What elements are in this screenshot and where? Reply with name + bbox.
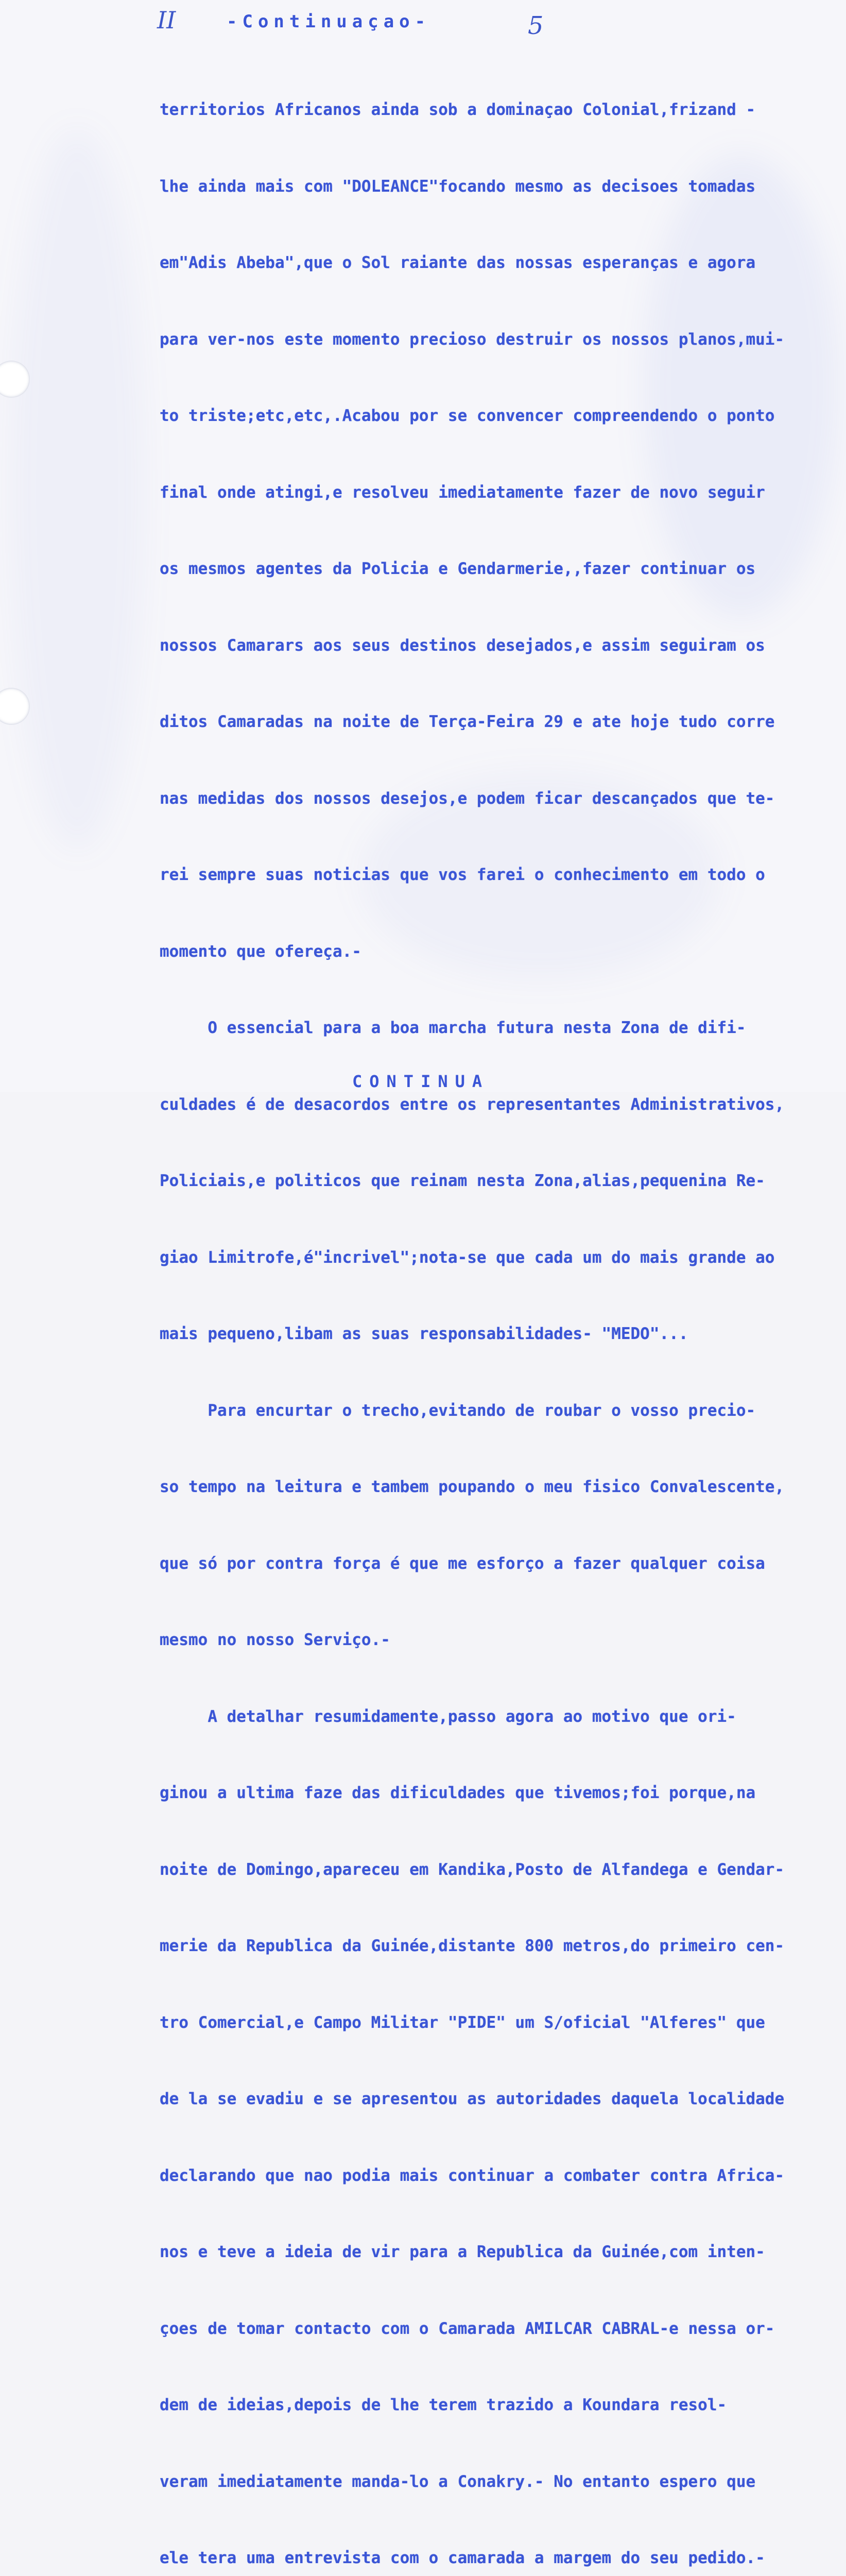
text-line: rei sempre suas noticias que vos farei o conhecimento em todo o bbox=[160, 866, 765, 884]
text-line: so tempo na leitura e tambem poupando o meu fisico Convalescente, bbox=[160, 1478, 785, 1496]
document-body bbox=[160, 46, 838, 2576]
text-line: nas medidas dos nossos desejos,e podem ficar descançados que te- bbox=[160, 789, 775, 808]
text-line: de la se evadiu e se apresentou as autoridades daquela localidade bbox=[160, 2090, 785, 2108]
text-line: giao Limitrofe,é"incrivel";nota-se que cada um do mais grande ao bbox=[160, 1248, 775, 1267]
text-line: territorios Africanos ainda sob a dominaçao Colonial,frizand - bbox=[160, 100, 756, 119]
text-line: Policiais,e politicos que reinam nesta Zona,alias,pequenina Re- bbox=[160, 1172, 765, 1190]
text-line: A detalhar resumidamente,passo agora ao motivo que ori- bbox=[160, 1707, 736, 1726]
text-line: merie da Republica da Guinée,distante 800 metros,do primeiro cen- bbox=[160, 1937, 785, 1955]
text-line: em"Adis Abeba",que o Sol raiante das nossas esperanças e agora bbox=[160, 253, 756, 272]
text-line: os mesmos agentes da Policia e Gendarmerie,,fazer continuar os bbox=[160, 560, 756, 578]
continued-footer: CONTINUA bbox=[352, 1072, 490, 1091]
text-line: dem de ideias,depois de lhe terem trazido a Koundara resol- bbox=[160, 2396, 727, 2414]
text-line: ele tera uma entrevista com o camarada a margem do seu pedido.- bbox=[160, 2549, 765, 2567]
text-line: lhe ainda mais com "DOLEANCE"focando mesmo as decisoes tomadas bbox=[160, 177, 756, 196]
text-line: para ver-nos este momento precioso destruir os nossos planos,mui- bbox=[160, 330, 785, 349]
text-line: Para encurtar o trecho,evitando de roubar o vosso precio- bbox=[160, 1401, 756, 1420]
text-line: mais pequeno,libam as suas responsabilidades- "MEDO"... bbox=[160, 1325, 688, 1343]
text-line: nossos Camarars aos seus destinos desejados,e assim seguiram os bbox=[160, 636, 765, 655]
text-line: noite de Domingo,apareceu em Kandika,Posto de Alfandega e Gendar- bbox=[160, 1860, 785, 1879]
text-line: ditos Camaradas na noite de Terça-Feira 29 e ate hoje tudo corre bbox=[160, 713, 775, 731]
text-line: çoes de tomar contacto com o Camarada AMILCAR CABRAL-e nessa or- bbox=[160, 2319, 775, 2338]
text-line: O essencial para a boa marcha futura nesta Zona de difi- bbox=[160, 1019, 746, 1037]
text-line: momento que ofereça.- bbox=[160, 942, 361, 961]
page-header: -Continuaçao- bbox=[227, 11, 431, 32]
text-line: que só por contra força é que me esforço a fazer qualquer coisa bbox=[160, 1554, 765, 1573]
ink-smudge bbox=[10, 129, 144, 850]
text-line: ginou a ultima faze das dificuldades que tivemos;foi porque,na bbox=[160, 1784, 756, 1802]
text-line: nos e teve a ideia de vir para a Republica da Guinée,com inten- bbox=[160, 2243, 765, 2261]
text-line: mesmo no nosso Serviço.- bbox=[160, 1631, 390, 1649]
text-line: veram imediatamente manda-lo a Conakry.- No entanto espero que bbox=[160, 2472, 756, 2491]
text-line: to triste;etc,etc,.Acabou por se convencer compreendendo o ponto bbox=[160, 406, 775, 425]
margin-roman-numeral: II bbox=[157, 6, 176, 34]
handwritten-page-number: 5 bbox=[528, 11, 544, 40]
text-line: tro Comercial,e Campo Militar "PIDE" um S/oficial "Alferes" que bbox=[160, 2013, 765, 2032]
text-line: declarando que nao podia mais continuar a combater contra Africa- bbox=[160, 2166, 785, 2185]
text-line: final onde atingi,e resolveu imediatamente fazer de novo seguir bbox=[160, 483, 765, 502]
text-line: culdades é de desacordos entre os representantes Administrativos, bbox=[160, 1095, 785, 1114]
